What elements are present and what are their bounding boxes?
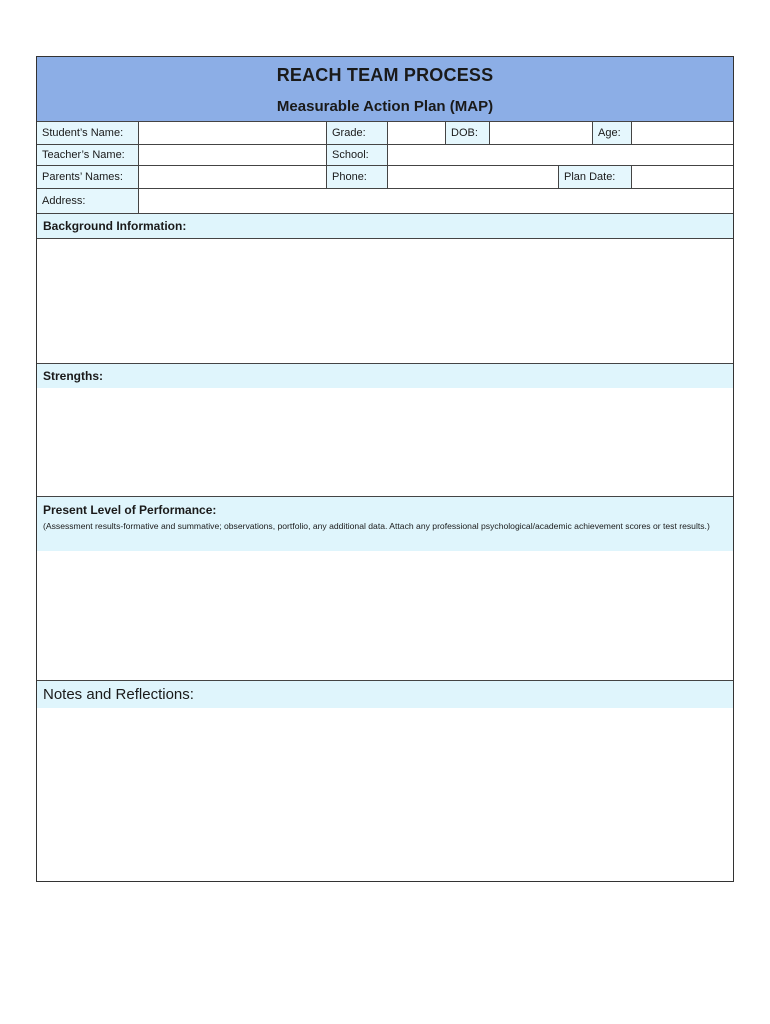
grade-label: Grade: — [327, 122, 387, 144]
performance-title: Present Level of Performance: — [43, 503, 217, 517]
map-form — [36, 56, 734, 882]
phone-label: Phone: — [327, 166, 387, 188]
school-label: School: — [327, 145, 387, 165]
parents-names-label: Parents’ Names: — [37, 166, 138, 188]
col-divider — [558, 166, 559, 188]
grade-field[interactable] — [388, 122, 445, 144]
col-divider — [489, 122, 490, 144]
address-field[interactable] — [139, 189, 733, 213]
teacher-name-field[interactable] — [139, 145, 326, 165]
row-divider — [37, 144, 733, 145]
strengths-section-header — [37, 364, 733, 388]
performance-section-header — [37, 497, 733, 551]
row-divider — [37, 188, 733, 189]
col-divider — [631, 122, 632, 144]
dob-field[interactable] — [490, 122, 592, 144]
strengths-text-area[interactable] — [37, 388, 733, 496]
col-divider — [138, 122, 139, 213]
notes-text-area[interactable] — [37, 708, 733, 880]
form-subtitle: Measurable Action Plan (MAP) — [276, 98, 494, 115]
performance-note: (Assessment results-formative and summative; observations, portfolio, any additional data. Attach any professional psychological/academic achievement scores or test results.) — [43, 521, 710, 531]
row-divider — [37, 165, 733, 166]
student-name-label: Student’s Name: — [37, 122, 138, 144]
col-divider — [387, 122, 388, 189]
background-section-header — [37, 214, 733, 238]
background-text-area[interactable] — [37, 239, 733, 363]
phone-field[interactable] — [388, 166, 558, 188]
address-label: Address: — [37, 189, 138, 213]
col-divider — [631, 166, 632, 188]
age-label: Age: — [593, 122, 631, 144]
col-divider — [326, 122, 327, 189]
age-field[interactable] — [632, 122, 733, 144]
notes-title: Notes and Reflections: — [43, 686, 194, 703]
background-title: Background Information: — [43, 219, 187, 233]
notes-section-header — [37, 681, 733, 708]
student-name-field[interactable] — [139, 122, 326, 144]
col-divider — [592, 122, 593, 144]
performance-text-area[interactable] — [37, 551, 733, 680]
plan-date-label: Plan Date: — [559, 166, 631, 188]
form-title: REACH TEAM PROCESS — [276, 65, 494, 85]
form-header — [37, 57, 733, 122]
col-divider — [445, 122, 446, 144]
parents-names-field[interactable] — [139, 166, 326, 188]
strengths-title: Strengths: — [43, 369, 103, 383]
school-field[interactable] — [388, 145, 733, 165]
dob-label: DOB: — [446, 122, 489, 144]
teacher-name-label: Teacher’s Name: — [37, 145, 138, 165]
plan-date-field[interactable] — [632, 166, 733, 188]
